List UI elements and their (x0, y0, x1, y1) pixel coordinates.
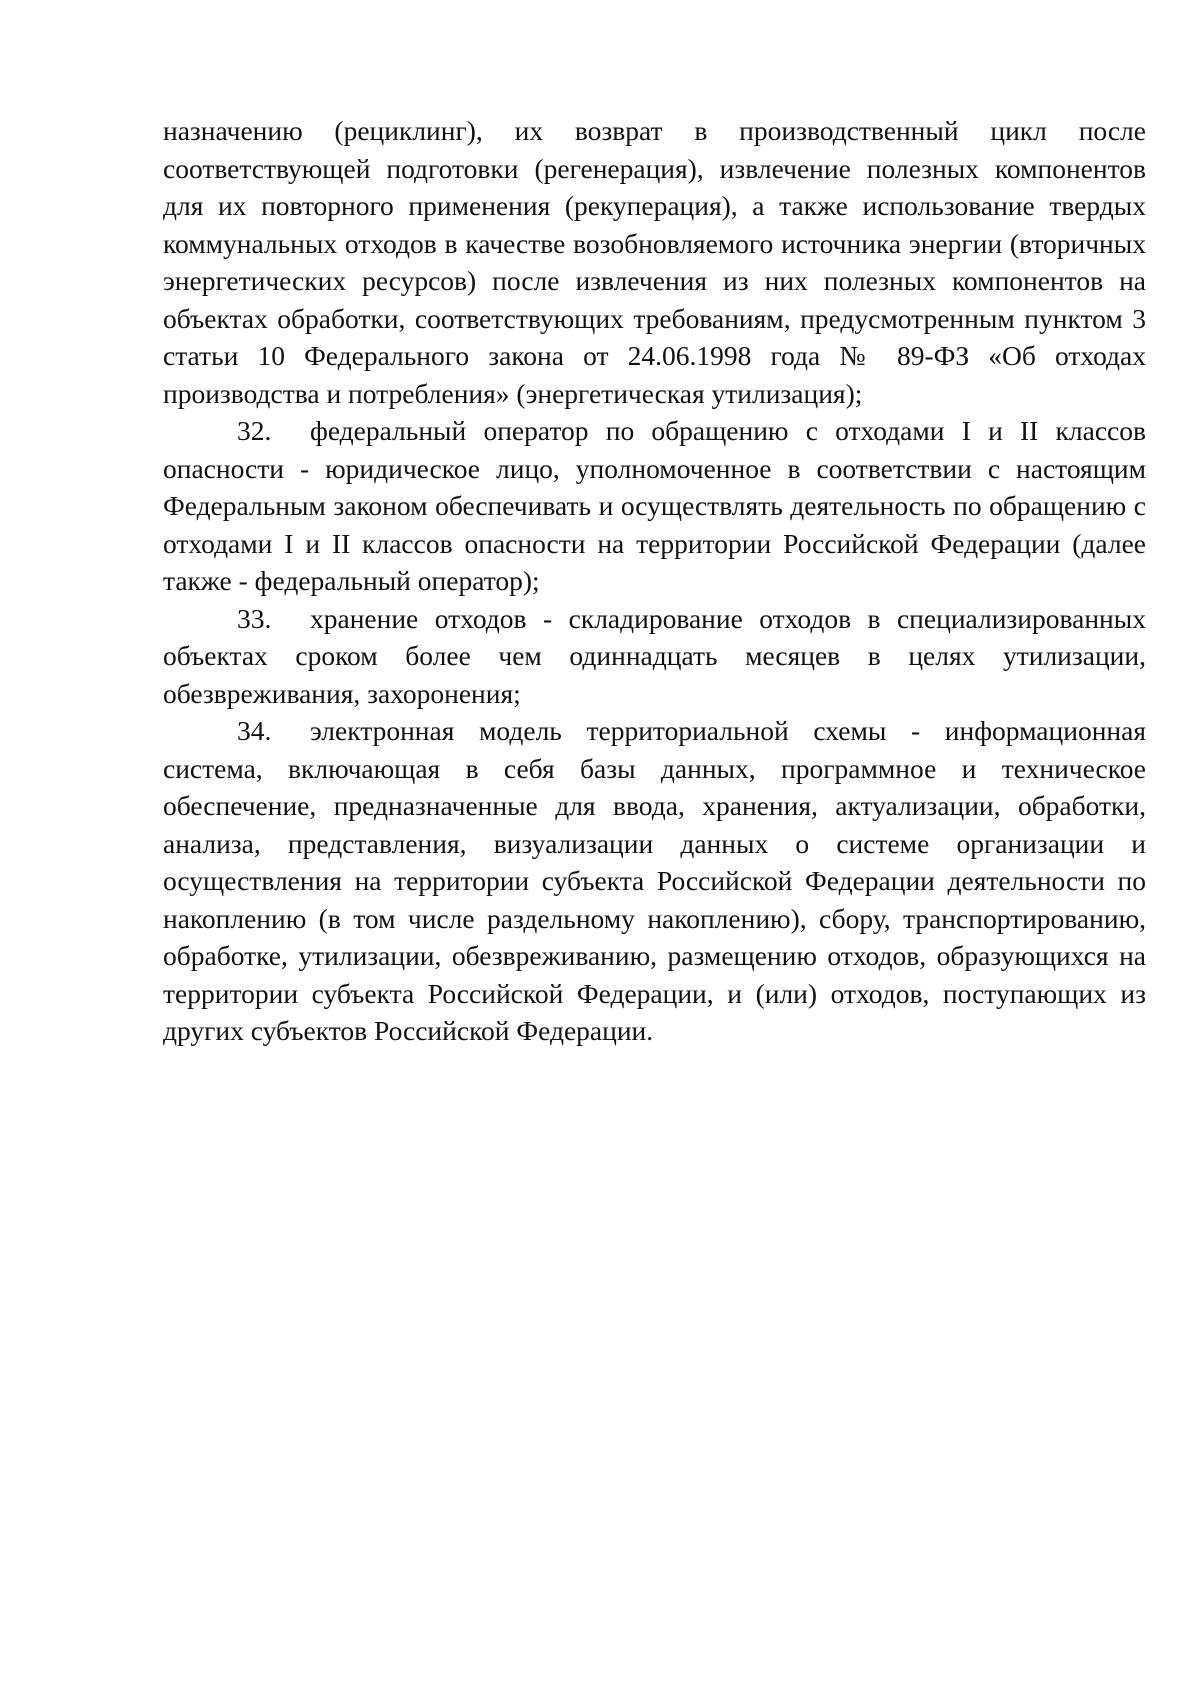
paragraph-text: федеральный оператор по обращению с отходами I и II классов опасности - юридическое лицо, уполномоченное в соответствии с настоящим Федеральным законом обеспечивать и осуществлять деятельность по обращению с отходами I и II классов опасности на территории Российской Федерации (далее также - федеральный оператор); (163, 415, 1146, 596)
item-number: 33. (237, 602, 272, 634)
paragraph-text: назначению (рециклинг), их возврат в производственный цикл после соответствующей подготовки (регенерация), извлечение полезных компонентов для их повторного применения (рекуперация), а также использование твердых коммунальных отходов в качестве возобновляемого источника энергии (вторичных энергетических ресурсов) после извлечения из них полезных компонентов на объектах обработки, соответствующих требованиям, предусмотренным пунктом 3 статьи 10 Федерального закона от 24.06.1998 года № 89-ФЗ «Об отходах производства и потребления» (энергетическая утилизация); (163, 115, 1146, 409)
paragraph-continuation (163, 112, 1146, 412)
paragraph-item-32 (163, 412, 1146, 600)
paragraph-text: электронная модель территориальной схемы - информационная система, включающая в себя базы данных, программное и техническое обеспечение, предназначенные для ввода, хранения, актуализации, обработки, анализа, представления, визуализации данных о системе организации и осуществления на территории субъекта Российской Федерации деятельности по накоплению (в том числе раздельному накоплению), сбору, транспортированию, обработке, утилизации, обезвреживанию, размещению отходов, образующихся на территории субъекта Российской Федерации, и (или) отходов, поступающих из других субъектов Российской Федерации. (163, 715, 1146, 1046)
item-number: 32. (237, 415, 272, 446)
item-number: 34. (237, 715, 272, 746)
paragraph-text: хранение отходов - складирование отходов в специализированных объектах сроком более чем одиннадцать месяцев в целях утилизации, обезвреживания, захоронения; (163, 602, 1146, 709)
paragraph-item-33 (163, 600, 1146, 713)
document-body (163, 112, 1146, 1050)
paragraph-item-34 (163, 712, 1146, 1050)
